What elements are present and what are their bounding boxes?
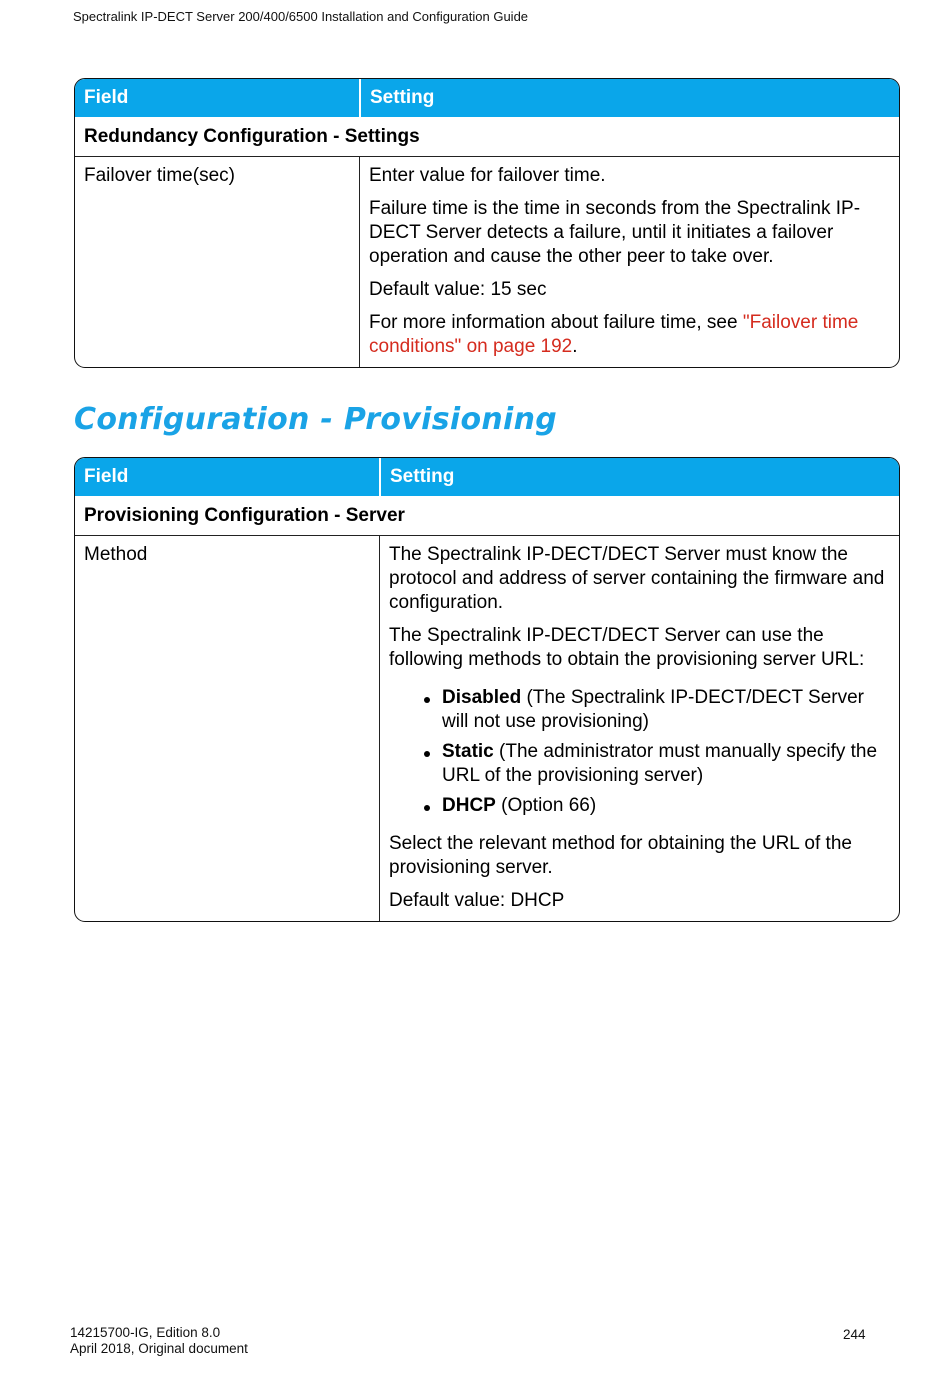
table-row — [75, 157, 899, 367]
column-header-setting: Setting — [379, 458, 899, 496]
column-header-field: Field — [84, 87, 129, 108]
method-description: (Option 66) — [495, 795, 597, 816]
setting-paragraph: The Spectralink IP-DECT/DECT Server can use the following methods to obtain the provisioning server URL: — [389, 625, 865, 670]
method-description: (The administrator must manually specify the URL of the provisioning server) — [442, 741, 878, 786]
list-item — [423, 794, 890, 818]
redundancy-settings-table — [74, 78, 900, 368]
column-header-field: Field — [84, 466, 129, 487]
setting-paragraph: Enter value for failover time. — [369, 165, 606, 186]
setting-description — [379, 536, 899, 921]
cross-reference-link[interactable]: "Failover time conditions" on page 192 — [369, 312, 859, 357]
method-name: DHCP — [442, 795, 496, 816]
setting-paragraph: Failure time is the time in seconds from the Spectralink IP-DECT Server detects a failure, until it initiates a failover operation and cause the other peer to take over. — [369, 198, 861, 267]
setting-paragraph: Default value: 15 sec — [369, 279, 547, 300]
table-header-row — [75, 79, 899, 117]
field-name: Failover time(sec) — [84, 165, 235, 186]
setting-paragraph — [369, 311, 890, 359]
table-header-row — [75, 458, 899, 496]
running-header: Spectralink IP-DECT Server 200/400/6500 Installation and Configuration Guide — [73, 9, 529, 24]
text-span: For more information about failure time, see — [369, 312, 743, 333]
setting-paragraph: The Spectralink IP-DECT/DECT Server must know the protocol and address of server containing the firmware and configuration. — [389, 544, 885, 613]
table-section-title: Provisioning Configuration - Server — [75, 496, 899, 536]
list-item — [423, 740, 890, 788]
method-name: Static — [442, 741, 494, 762]
setting-paragraph: Default value: DHCP — [389, 890, 565, 911]
column-header-setting: Setting — [359, 79, 899, 117]
document-id: 14215700-IG, Edition 8.0 — [70, 1325, 221, 1340]
text-span: . — [572, 336, 578, 357]
section-heading: Configuration - Provisioning — [74, 402, 558, 437]
setting-paragraph: Select the relevant method for obtaining the URL of the provisioning server. — [389, 833, 852, 878]
method-name: Disabled — [442, 687, 522, 708]
method-list — [389, 686, 890, 818]
table-row — [75, 536, 899, 921]
list-item — [423, 686, 890, 734]
provisioning-server-table — [74, 457, 900, 922]
field-name: Method — [84, 544, 148, 565]
setting-description — [359, 157, 899, 367]
footer-document-info — [70, 1325, 248, 1357]
document-date: April 2018, Original document — [70, 1341, 248, 1356]
bullet-icon — [424, 805, 430, 811]
page-number: 244 — [843, 1327, 866, 1342]
table-section-title: Redundancy Configuration - Settings — [75, 117, 899, 157]
bullet-icon — [424, 697, 430, 703]
bullet-icon — [424, 751, 430, 757]
method-description: (The Spectralink IP-DECT/DECT Server will not use provisioning) — [442, 687, 864, 732]
